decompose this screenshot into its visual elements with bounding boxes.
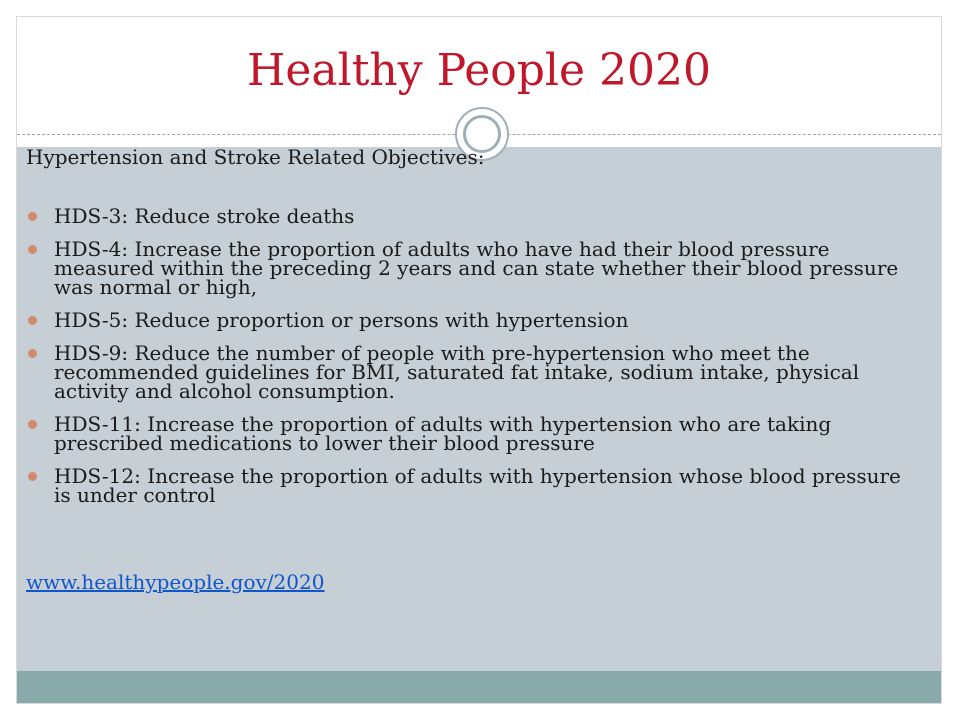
objectives-list bbox=[28, 204, 908, 519]
bullet-icon bbox=[28, 420, 37, 429]
bullet-icon bbox=[28, 245, 37, 254]
list-item-text: HDS-4: Increase the proportion of adults who have had their blood pressure measured within the preceding 2 years and can state whether their blood pressure was normal or high, bbox=[54, 237, 899, 299]
list-item-text: HDS-3: Reduce stroke deaths bbox=[54, 204, 355, 228]
list-item-text: HDS-11: Increase the proportion of adults with hypertension who are taking prescribed medications to lower their blood pressure bbox=[54, 412, 832, 455]
list-item bbox=[28, 308, 908, 332]
list-item bbox=[28, 464, 908, 507]
bottom-band bbox=[17, 671, 941, 704]
list-item bbox=[28, 204, 908, 228]
list-item bbox=[28, 237, 908, 299]
list-item bbox=[28, 341, 908, 403]
list-item-text: HDS-12: Increase the proportion of adults with hypertension whose blood pressure is under control bbox=[54, 464, 901, 507]
healthypeople-link[interactable]: www.healthypeople.gov/2020 bbox=[26, 570, 325, 594]
bullet-icon bbox=[28, 472, 37, 481]
bullet-icon bbox=[28, 349, 37, 358]
list-item-text: HDS-9: Reduce the number of people with pre-hypertension who meet the recommended guidelines for BMI, saturated fat intake, sodium intake, physical activity and alcohol consumption. bbox=[54, 341, 860, 403]
bullet-icon bbox=[28, 316, 37, 325]
list-item bbox=[28, 412, 908, 455]
list-item-text: HDS-5: Reduce proportion or persons with hypertension bbox=[54, 308, 629, 332]
bullet-icon bbox=[28, 212, 37, 221]
slide-title: Healthy People 2020 bbox=[247, 45, 711, 96]
intro-text: Hypertension and Stroke Related Objectives: bbox=[26, 145, 485, 169]
